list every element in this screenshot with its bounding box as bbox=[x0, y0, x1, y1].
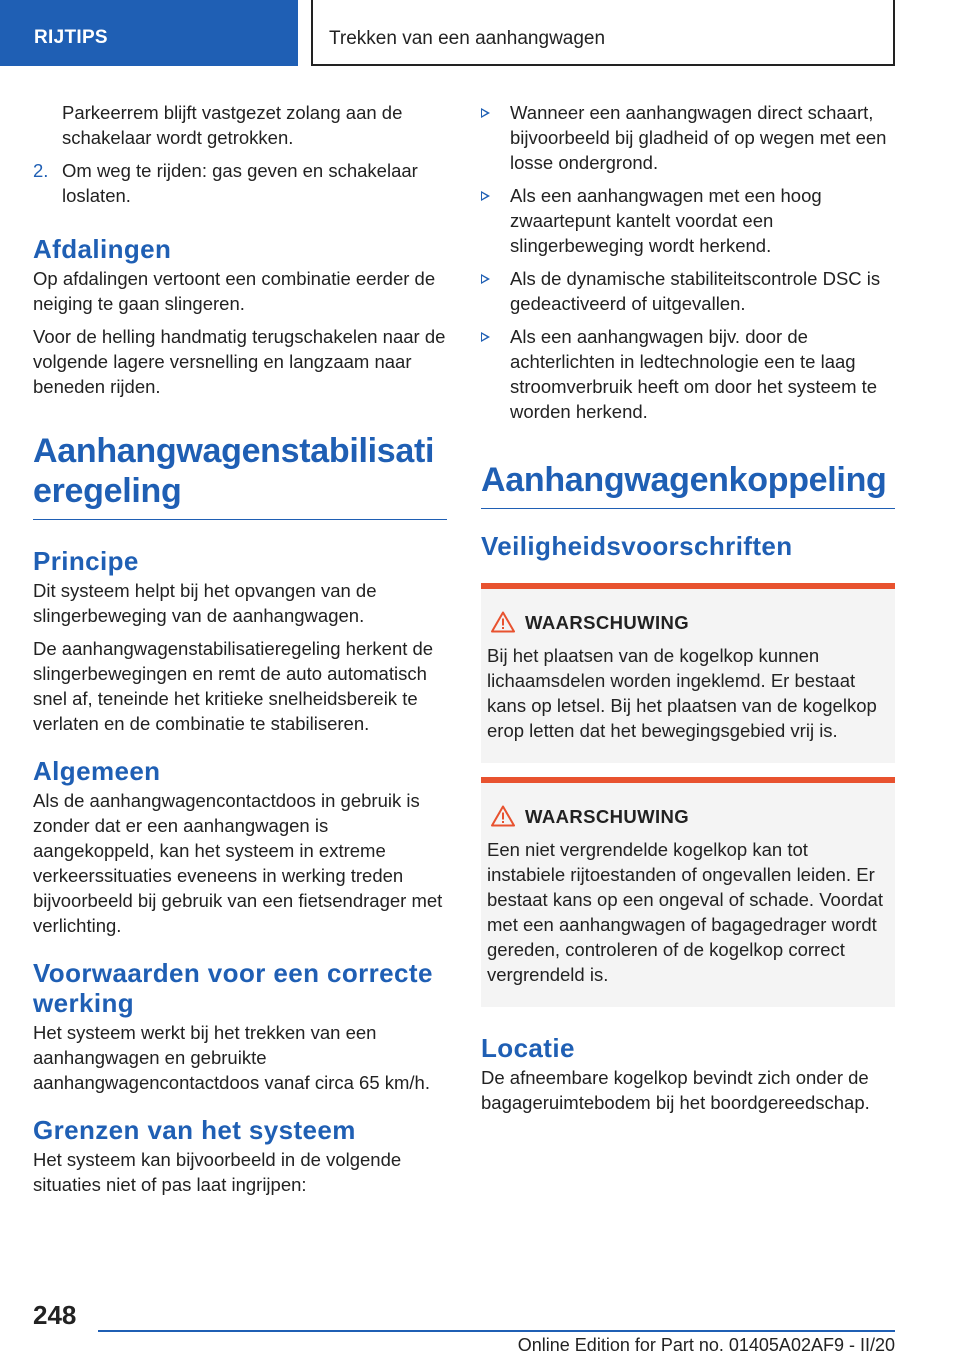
heading-afdalingen: Afdalingen bbox=[33, 234, 172, 264]
heading-grenzen: Grenzen van het systeem bbox=[33, 1115, 356, 1145]
warning-triangle-icon bbox=[491, 805, 515, 827]
list-item: Als een aanhangwagen bijv. door de achterlichten in ledtechnologie een te laag stroomverbruik heeft om door het systeem te worden herkend. bbox=[481, 324, 895, 424]
warning-title: WAARSCHUWING bbox=[487, 805, 887, 829]
warning-title: WAARSCHUWING bbox=[487, 611, 887, 635]
algemeen-paragraph: Als de aanhangwagencontactdoos in gebruik is zonder dat er een aanhangwagen is aangekoppeld, kan het systeem in extreme verkeerssituaties eveneens in werking treden bijvoorbeeld bij gebruik van een fietsendrager met verlichting. bbox=[33, 790, 443, 936]
list-item: Als een aanhangwagen met een hoog zwaartepunt kantelt voordat een slingerbeweging wordt herkend. bbox=[481, 183, 895, 258]
heading-voorwaarden: Voorwaarden voor een correcte werking bbox=[33, 958, 433, 1018]
list-item: Wanneer een aanhangwagen direct schaart, bijvoorbeeld bij gladheid of op wegen met een losse ondergrond. bbox=[481, 100, 895, 175]
grenzen-paragraph: Het systeem kan bijvoorbeeld in de volgende situaties niet of pas laat ingrijpen: bbox=[33, 1149, 402, 1195]
section-tab bbox=[0, 0, 298, 66]
page-header bbox=[0, 0, 960, 66]
step-number: 2. bbox=[33, 160, 49, 181]
warning-triangle-icon bbox=[491, 611, 515, 633]
triangle-bullet-icon bbox=[481, 274, 490, 284]
heading-locatie: Locatie bbox=[481, 1033, 575, 1063]
continued-paragraph: Parkeerrem blijft vastgezet zolang aan de schakelaar wordt getrokken. bbox=[62, 102, 403, 148]
principe-paragraph-1: Dit systeem helpt bij het opvangen van de slingerbeweging van de aanhangwagen. bbox=[33, 580, 377, 626]
voorwaarden-paragraph: Het systeem werkt bij het trekken van een aanhangwagen en gebruikte aanhangwagencontactdoos vanaf circa 65 km/h. bbox=[33, 1022, 430, 1093]
afdalingen-paragraph-2: Voor de helling handmatig terugschakelen naar de volgende lagere versnelling en langzaam naar beneden rijden. bbox=[33, 326, 446, 397]
heading-principe: Principe bbox=[33, 546, 139, 576]
left-column bbox=[33, 100, 447, 1197]
chapter-title: Trekken van een aanhangwagen bbox=[329, 28, 606, 49]
right-column bbox=[481, 100, 895, 1115]
triangle-bullet-icon bbox=[481, 332, 490, 342]
heading-aanhangwagenstabilisatieregeling: Aanhangwagenstabilisatieregeling bbox=[33, 431, 447, 520]
heading-veiligheidsvoorschriften: Veiligheidsvoorschriften bbox=[481, 531, 793, 561]
warning-box-1 bbox=[481, 583, 895, 763]
list-item: Als de dynamische stabiliteitscontrole DSC is gedeactiveerd of uitgevallen. bbox=[481, 266, 895, 316]
triangle-bullet-icon bbox=[481, 191, 490, 201]
principe-paragraph-2: De aanhangwagenstabilisatieregeling herkent de slingerbewegingen en remt de auto automatisch snel af, teneinde het kritieke snelheidsbereik te verlaten en de combinatie te stabiliseren. bbox=[33, 638, 434, 734]
footer-divider bbox=[98, 1330, 895, 1332]
step-2 bbox=[33, 158, 447, 208]
footer-edition: Online Edition for Part no. 01405A02AF9 - II/20 bbox=[517, 1335, 895, 1355]
step-text: Om weg te rijden: gas geven en schakelaar loslaten. bbox=[62, 160, 418, 206]
warning-box-2 bbox=[481, 777, 895, 1007]
heading-aanhangwagenkoppeling: Aanhangwagenkoppeling bbox=[481, 460, 895, 509]
page-number: 248 bbox=[33, 1300, 77, 1330]
heading-algemeen: Algemeen bbox=[33, 756, 161, 786]
section-label: RIJTIPS bbox=[34, 27, 108, 48]
warning-text: Een niet vergrendelde kogelkop kan tot instabiele rijtoestanden of ongevallen leiden. Er bestaat kans op een ongeval of schade. Voordat met een aanhangwagen of bagagedrager wordt gereden, controleren of de kogelkop correct vergrendeld is. bbox=[487, 839, 883, 985]
triangle-bullet-icon bbox=[481, 108, 490, 118]
chapter-title-box bbox=[311, 0, 895, 66]
warning-text: Bij het plaatsen van de kogelkop kunnen lichaamsdelen worden ingeklemd. Er bestaat kans op letsel. Bij het plaatsen van de kogelkop erop letten dat het bewegingsgebied vrij is. bbox=[487, 645, 877, 741]
afdalingen-paragraph-1: Op afdalingen vertoont een combinatie eerder de neiging te gaan slingeren. bbox=[33, 268, 436, 314]
locatie-paragraph: De afneembare kogelkop bevindt zich onder de bagageruimtebodem bij het boordgereedschap. bbox=[481, 1067, 870, 1113]
